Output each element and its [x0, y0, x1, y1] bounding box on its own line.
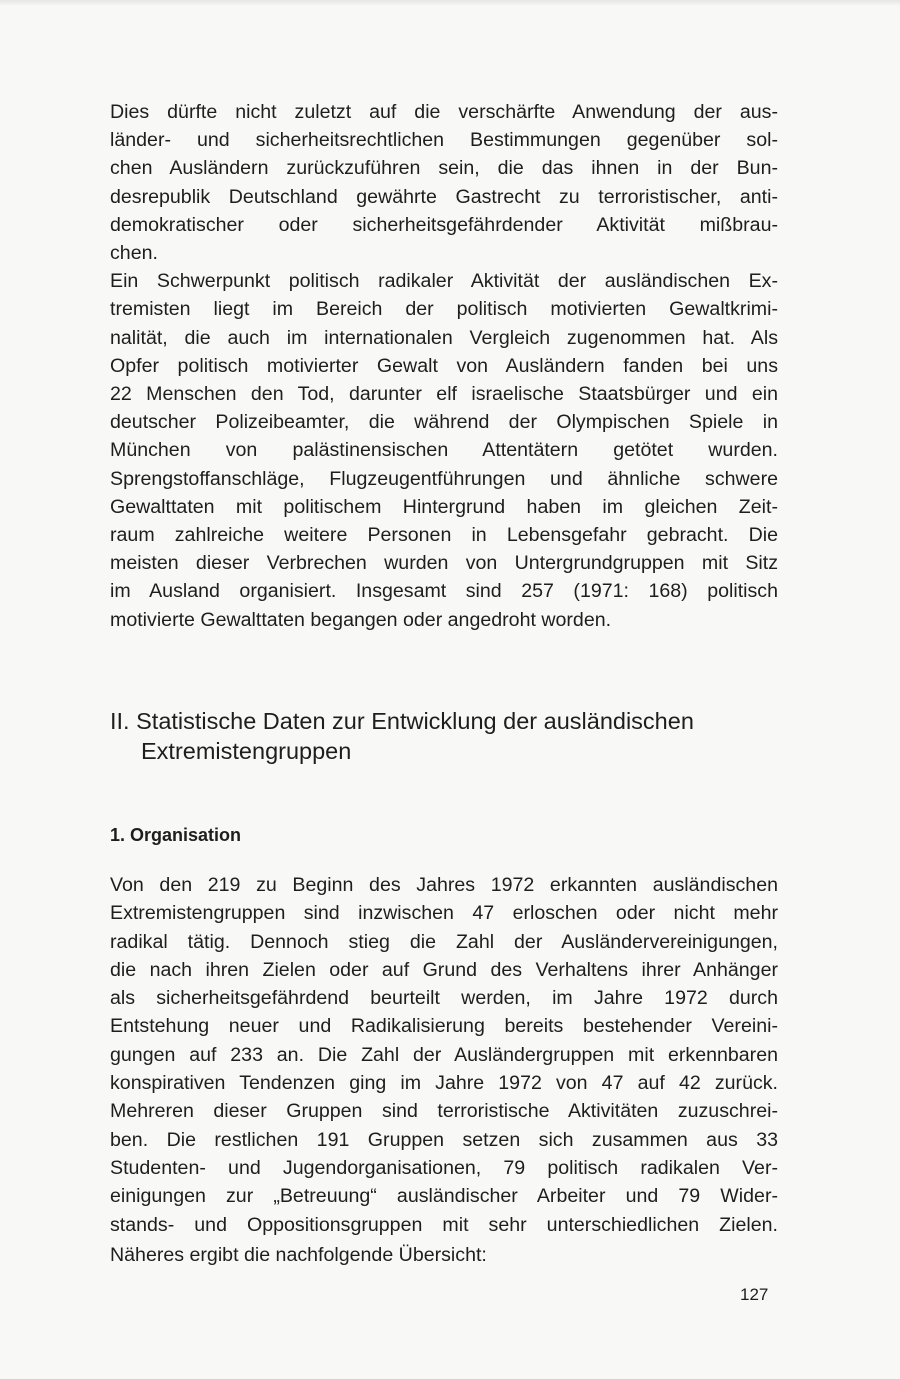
text-line: meisten dieser Verbrechen wurden von Untergrundgruppen mit Sitz: [110, 552, 778, 575]
paragraph-foreign-extremist-activity: [110, 98, 778, 634]
text-line: raum zahlreiche weitere Personen in Lebensgefahr gebracht. Die: [110, 524, 778, 547]
text-line: Dies dürfte nicht zuletzt auf die verschärfte Anwendung der aus-: [110, 101, 778, 123]
scan-top-edge: [0, 0, 900, 6]
text-line: Sprengstoffanschläge, Flugzeugentführungen und ähnliche schwere: [110, 467, 778, 490]
text-line: München von palästinensischen Attentätern getötet wurden.: [110, 439, 778, 462]
text-line: tremisten liegt im Bereich der politisch motivierten Gewaltkrimi-: [110, 298, 778, 321]
text-line: Gewalttaten mit politischem Hintergrund haben im gleichen Zeit-: [110, 495, 778, 518]
text-line: chen Ausländern zurückzuführen sein, die das ihnen in der Bun-: [110, 157, 778, 180]
text-line: im Ausland organisiert. Insgesamt sind 257 (1971: 168) politisch: [110, 580, 778, 603]
text-line: stands- und Oppositionsgruppen mit sehr unterschiedlichen Zielen.: [110, 1213, 778, 1236]
text-line: Von den 219 zu Beginn des Jahres 1972 erkannten ausländischen: [110, 874, 778, 896]
page-number: 127: [740, 1285, 769, 1304]
text-line: radikal tätig. Dennoch stieg die Zahl der Ausländervereinigungen,: [110, 930, 778, 953]
section-heading: [110, 706, 694, 766]
text-line: konspirativen Tendenzen ging im Jahre 1972 von 47 auf 42 zurück.: [110, 1072, 778, 1095]
section-heading-line: II. Statistische Daten zur Entwicklung der ausländischen: [110, 708, 694, 734]
section-heading-line: Extremistengruppen: [141, 738, 352, 764]
text-line: einigungen zur „Betreuung“ ausländischer Arbeiter und 79 Wider-: [110, 1185, 778, 1208]
text-line: ben. Die restlichen 191 Gruppen setzen sich zusammen aus 33: [110, 1128, 778, 1151]
text-line: motivierte Gewalttaten begangen oder angedroht worden.: [110, 608, 612, 631]
text-line: als sicherheitsgefährdend beurteilt werden, im Jahre 1972 durch: [110, 987, 778, 1010]
text-line: Mehreren dieser Gruppen sind terroristische Aktivitäten zuzuschrei-: [110, 1100, 778, 1123]
text-line: desrepublik Deutschland gewährte Gastrecht zu terroristischer, anti-: [110, 185, 778, 208]
text-line: länder- und sicherheitsrechtlichen Bestimmungen gegenüber sol-: [110, 129, 778, 152]
text-line: 22 Menschen den Tod, darunter elf israelische Staatsbürger und ein: [110, 383, 778, 406]
text-line: chen.: [110, 242, 158, 265]
text-line: demokratischer oder sicherheitsgefährdender Aktivität mißbrau-: [110, 213, 778, 236]
paragraph-organisation: [110, 871, 778, 1269]
text-line: nalität, die auch im internationalen Vergleich zugenommen hat. Als: [110, 326, 778, 349]
text-line: deutscher Polizeibeamter, die während der Olympischen Spiele in: [110, 411, 778, 434]
text-line: gungen auf 233 an. Die Zahl der Ausländergruppen mit erkennbaren: [110, 1043, 778, 1066]
text-line: Ein Schwerpunkt politisch radikaler Aktivität der ausländischen Ex-: [110, 270, 778, 293]
text-line: Studenten- und Jugendorganisationen, 79 politisch radikalen Ver-: [110, 1156, 778, 1179]
text-line: Entstehung neuer und Radikalisierung bereits bestehender Vereini-: [110, 1015, 778, 1038]
text-line: Opfer politisch motivierter Gewalt von Ausländern fanden bei uns: [110, 354, 778, 377]
subsection-heading: 1. Organisation: [110, 825, 242, 845]
text-line: Extremistengruppen sind inzwischen 47 erloschen oder nicht mehr: [110, 902, 778, 925]
document-page: [110, 98, 778, 1266]
text-line: Näheres ergibt die nachfolgende Übersicht:: [110, 1243, 487, 1266]
text-line: die nach ihren Zielen oder auf Grund des Verhaltens ihrer Anhänger: [110, 958, 778, 981]
